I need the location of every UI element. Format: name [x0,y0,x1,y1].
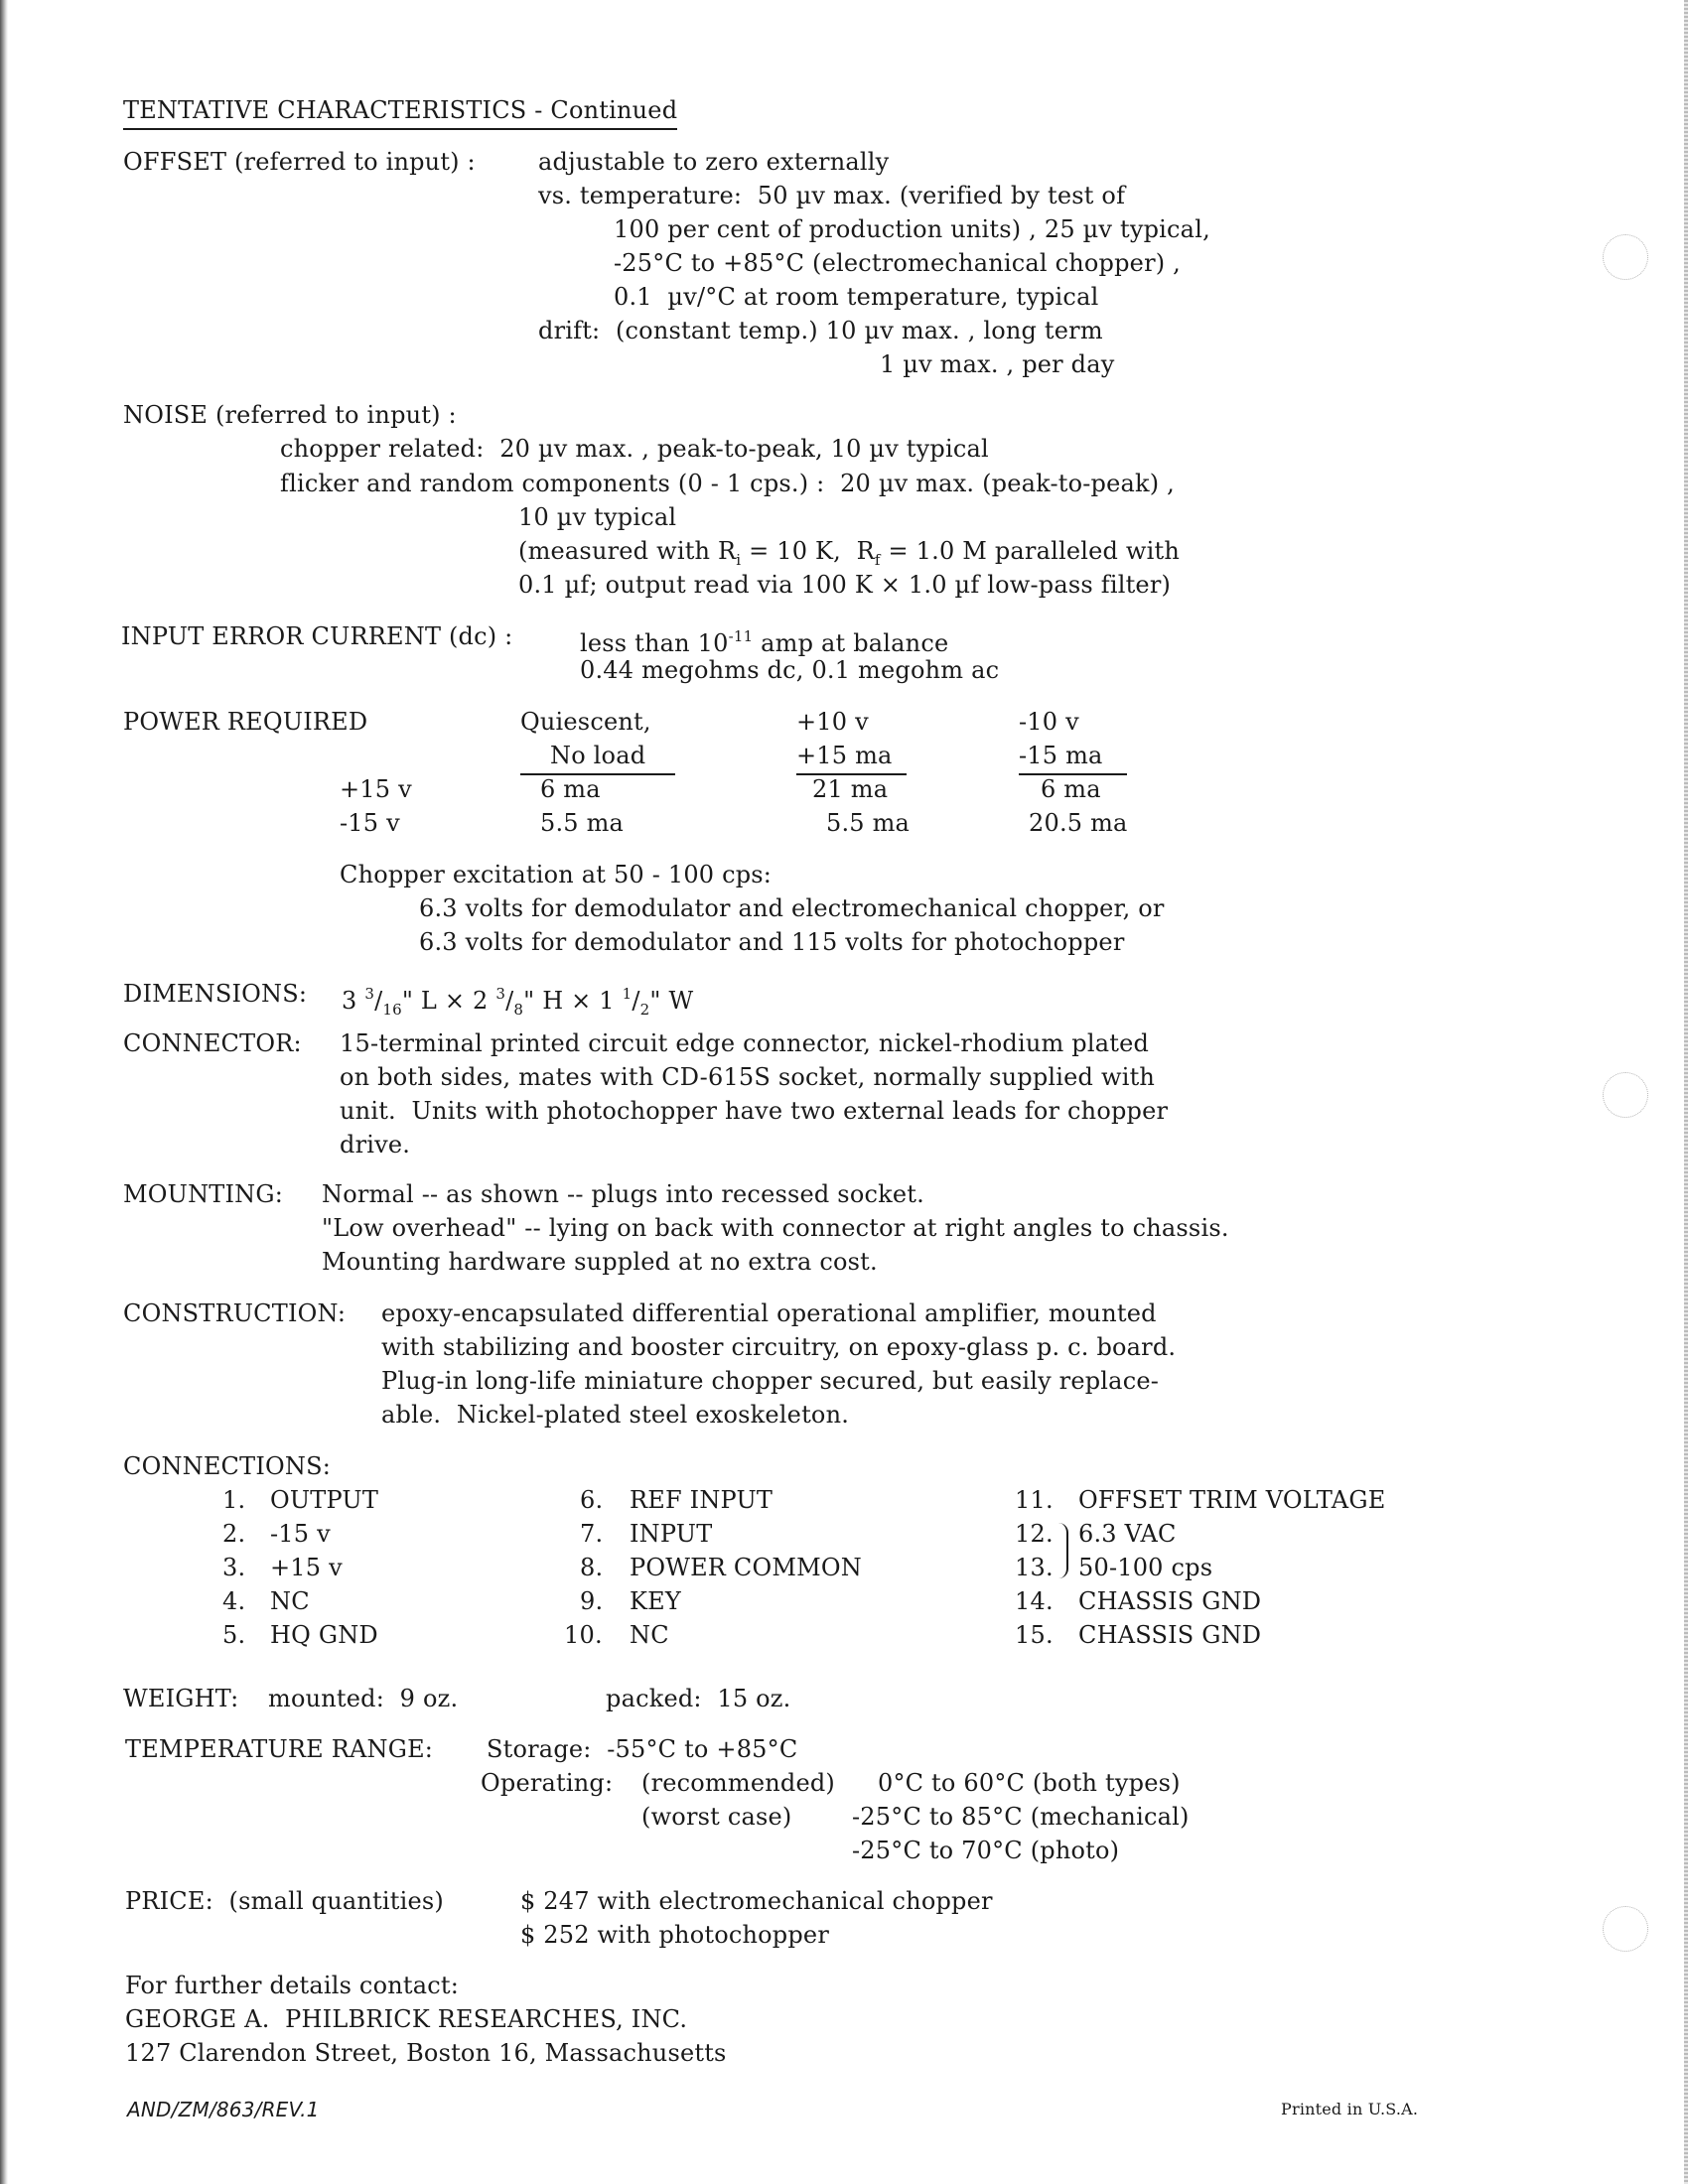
pin-name: INPUT [630,1520,713,1548]
offset-drift-line: 1 µv max. , per day [880,350,1115,378]
temperature-worst-mechanical: -25°C to 85°C (mechanical) [852,1803,1190,1831]
offset-line: -25°C to +85°C (electromechanical chopper) , [614,249,1181,277]
power-label: POWER REQUIRED [123,708,368,736]
pin-number: 2. [222,1520,246,1548]
height-unit: " H × 1 [523,987,623,1015]
pin-name: NC [630,1621,669,1649]
construction-line: epoxy-encapsulated differential operational amplifier, mounted [381,1299,1157,1327]
chopper-excitation-heading: Chopper excitation at 50 - 100 cps: [340,861,773,888]
pin-name: -15 v [270,1520,331,1548]
connector-line: on both sides, mates with CD-615S socket, normally supplied with [340,1063,1156,1091]
temperature-worst-photo: -25°C to 70°C (photo) [852,1837,1120,1864]
pin-name: KEY [630,1587,681,1615]
width-numerator: 1 [622,985,633,1003]
pin-number: 12. [1015,1520,1054,1548]
construction-line: able. Nickel-plated steel exoskeleton. [381,1401,850,1429]
pin-number: 8. [580,1554,604,1581]
pin-name: +15 v [270,1554,343,1581]
pin-brace-icon [1058,1523,1068,1578]
power-row-supply: -15 v [340,809,400,837]
height-numerator: 3 [495,985,506,1003]
noise-line: chopper related: 20 µv max. , peak-to-peak, 10 µv typical [280,435,989,463]
temperature-operating-label: Operating: [481,1769,614,1797]
input-error-prefix: less than 10 [580,629,729,657]
weight-packed: packed: 15 oz. [606,1685,791,1712]
chopper-excitation-line: 6.3 volts for demodulator and electromechanical chopper, or [419,894,1165,922]
pin-number: 1. [222,1486,246,1514]
weight-mounted: mounted: 9 oz. [268,1685,459,1712]
noise-label: NOISE (referred to input) : [123,401,457,429]
power-cell: 20.5 ma [1029,809,1128,837]
page-left-edge [0,0,8,2184]
price-line: $ 252 with photochopper [520,1921,829,1949]
length-unit: " L × 2 [401,987,496,1015]
pin-number: 3. [222,1554,246,1581]
power-cell: 6 ma [540,775,601,803]
noise-line: flicker and random components (0 - 1 cps.) : 20 µv max. (peak-to-peak) , [280,470,1175,497]
noise-line: 0.1 µf; output read via 100 K × 1.0 µf low-pass filter) [518,571,1172,599]
price-label: PRICE: (small quantities) [125,1887,444,1915]
temperature-storage: Storage: -55°C to +85°C [487,1735,798,1763]
pin-number: 14. [1015,1587,1054,1615]
mounting-label: MOUNTING: [123,1180,284,1208]
offset-line: vs. temperature: 50 µv max. (verified by test of [538,182,1126,209]
power-col-header: +10 v [796,708,869,736]
rf-value: = 1.0 M paralleled with [880,537,1181,565]
dimensions-label: DIMENSIONS: [123,980,308,1008]
page-right-edge [1684,0,1688,2184]
connector-line: unit. Units with photochopper have two external leads for chopper [340,1097,1169,1125]
power-col-subheader: +15 ma [796,739,907,775]
pin-name: OUTPUT [270,1486,379,1514]
power-col-header: -10 v [1019,708,1079,736]
document-code: AND/ZM/863/REV.1 [127,2098,320,2121]
input-error-exponent: -11 [728,627,754,645]
mounting-line: "Low overhead" -- lying on back with connector at right angles to chassis. [322,1214,1229,1242]
offset-line: 0.1 µv/°C at room temperature, typical [614,283,1099,311]
weight-label: WEIGHT: [123,1685,239,1712]
power-cell: 5.5 ma [826,809,911,837]
noise-line: 10 µv typical [518,503,677,531]
height-denominator: 8 [513,1001,524,1019]
construction-line: with stabilizing and booster circuitry, on epoxy-glass p. c. board. [381,1333,1177,1361]
punch-hole-bottom [1603,1906,1648,1952]
construction-line: Plug-in long-life miniature chopper secured, but easily replace- [381,1367,1160,1395]
temperature-worst-label: (worst case) [641,1803,792,1831]
contact-intro: For further details contact: [125,1972,459,1999]
input-error-suffix: amp at balance [753,629,949,657]
pin-name: HQ GND [270,1621,378,1649]
length-whole: 3 [342,987,365,1015]
chopper-excitation-line: 6.3 volts for demodulator and 115 volts for photochopper [419,928,1125,956]
pin-number: 6. [580,1486,604,1514]
power-col-subheader: -15 ma [1019,739,1127,775]
pin-name: POWER COMMON [630,1554,862,1581]
rf-subscript: f [874,551,881,569]
pin-name: REF INPUT [630,1486,774,1514]
pin-number: 4. [222,1587,246,1615]
connector-line: drive. [340,1131,411,1159]
width-unit: " W [649,987,694,1015]
pin-number: 9. [580,1587,604,1615]
temperature-recommended-label: (recommended) [641,1769,835,1797]
mounting-line: Normal -- as shown -- plugs into recessed socket. [322,1180,924,1208]
punch-hole-top [1603,234,1648,280]
company-address: 127 Clarendon Street, Boston 16, Massachusetts [125,2039,727,2067]
power-col-subheader: No load [520,739,675,775]
mounting-line: Mounting hardware suppled at no extra cost. [322,1248,878,1276]
power-cell: 5.5 ma [540,809,625,837]
length-numerator: 3 [364,985,375,1003]
pin-name: OFFSET TRIM VOLTAGE [1078,1486,1386,1514]
pin-name: CHASSIS GND [1078,1621,1262,1649]
dimensions-value: 3 $^3/_{16}$" L × 2 $^3/_8$" H × 1 $^1/_2$" W [342,985,694,1019]
power-col-header: Quiescent, [520,708,651,736]
connections-label: CONNECTIONS: [123,1452,332,1480]
pin-number: 11. [1015,1486,1054,1514]
offset-label: OFFSET (referred to input) : [123,148,476,176]
pin-number: 10. [564,1621,603,1649]
pin-name: NC [270,1587,310,1615]
punch-hole-middle [1603,1072,1648,1118]
pin-number: 13. [1015,1554,1054,1581]
pin-number: 5. [222,1621,246,1649]
width-denominator: 2 [639,1001,650,1019]
offset-drift-line: drift: (constant temp.) 10 µv max. , long term [538,317,1103,344]
measured-prefix: (measured with R [518,537,737,565]
company-name: GEORGE A. PHILBRICK RESEARCHES, INC. [125,2005,688,2033]
input-error-label: INPUT ERROR CURRENT (dc) : [121,622,513,650]
price-line: $ 247 with electromechanical chopper [520,1887,993,1915]
power-cell: 6 ma [1041,775,1101,803]
power-cell: 21 ma [812,775,889,803]
ri-subscript: i [736,551,742,569]
power-row-supply: +15 v [340,775,412,803]
input-error-line: 0.44 megohms dc, 0.1 megohm ac [580,656,1000,684]
pin-number: 7. [580,1520,604,1548]
pin-number: 15. [1015,1621,1054,1649]
connector-label: CONNECTOR: [123,1029,302,1057]
ri-value: = 10 K, R [741,537,875,565]
printed-in-usa: Printed in U.S.A. [1281,2100,1419,2118]
page-heading: TENTATIVE CHARACTERISTICS - Continued [123,93,677,130]
temperature-recommended-value: 0°C to 60°C (both types) [878,1769,1181,1797]
offset-line: adjustable to zero externally [538,148,890,176]
length-denominator: 16 [382,1001,402,1019]
pin-name: 6.3 VAC [1078,1520,1177,1548]
temperature-label: TEMPERATURE RANGE: [125,1735,434,1763]
pin-name: CHASSIS GND [1078,1587,1262,1615]
offset-line: 100 per cent of production units) , 25 µv typical, [614,215,1210,243]
connector-line: 15-terminal printed circuit edge connector, nickel-rhodium plated [340,1029,1150,1057]
pin-name: 50-100 cps [1078,1554,1213,1581]
construction-label: CONSTRUCTION: [123,1299,347,1327]
